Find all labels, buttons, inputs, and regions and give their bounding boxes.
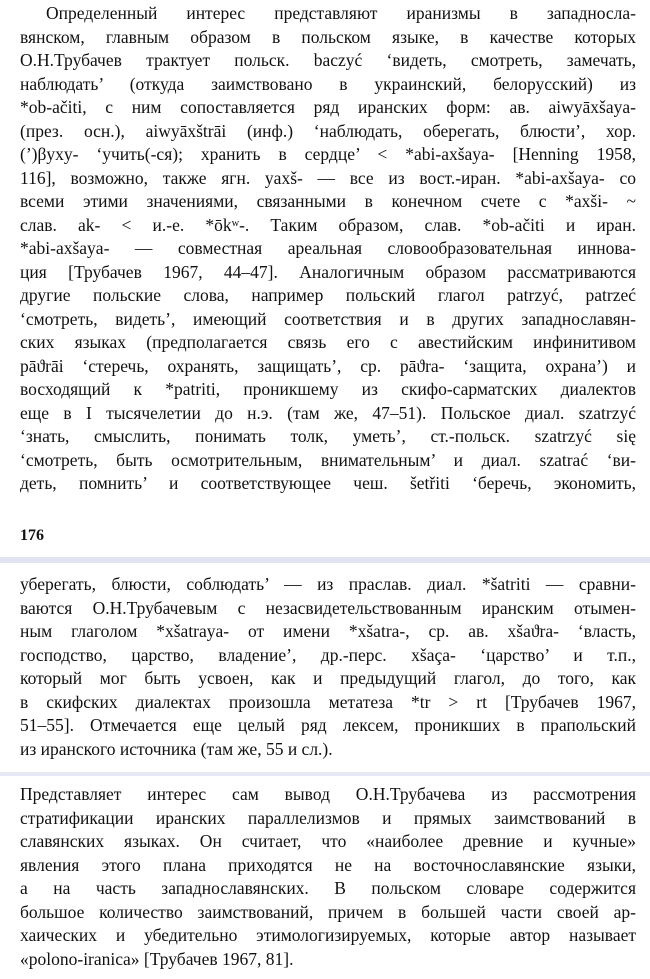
- text-line: 116], возможно, также ягн. yaxš- — все из вост.-иран. *abi-axšaya- со: [20, 167, 636, 188]
- text-line: славянских языках. Он считает, что «наиболее древние и кучные»: [20, 831, 636, 851]
- text-line: (’)βyxy- ‘учить(-ся); хранить в сердце’ < *abi-axšaya- [Henning 1958,: [20, 144, 636, 164]
- text-line: деть, помнить’ и соответствующее чеш. šetřiti ‘беречь, экономить,: [20, 473, 636, 493]
- text-line: 51–55]. Отмечается еще целый ряд лексем, проникших в прапольский: [20, 715, 636, 735]
- text-line: ция [Трубачев 1967, 44–47]. Аналогичным образом рассматриваются: [20, 261, 636, 282]
- text-line: другие польские слова, например польский глагол patrzyć, patrzeć: [20, 285, 636, 305]
- block-separator: [0, 772, 650, 776]
- text-line: ‘смотреть, видеть’, имеющий соответствия и в других западнославян-: [20, 308, 636, 329]
- text-line: ских языках (предполагается связь его с авестийским инфинитивом: [20, 332, 636, 352]
- page-number: 176: [20, 527, 44, 544]
- text-line: ваются О.Н.Трубачевым с незасвидетельствованным иранским отымен-: [20, 597, 636, 618]
- text-line: *ob-ačiti, с ним сопоставляется ряд иранских форм: ав. aiwyāxšaya-: [20, 97, 636, 117]
- text-line: уберегать, блюсти, соблюдать’ — из праслав. диал. *šatriti — сравни-: [20, 574, 636, 594]
- top-text-block: [0, 2, 650, 502]
- text-line: а на часть западнославянских. В польском словаре содержится: [20, 878, 636, 898]
- text-line: хаических и убедительно этимологизируемых, которые автор называет: [20, 925, 636, 945]
- text-line: в скифских диалектах произошла метатеза *tr > rt [Трубачев 1967,: [20, 691, 636, 712]
- text-line: восходящий к *patriti, проникшему из скифо-сарматских диалектов: [20, 379, 636, 399]
- text-line: О.Н.Трубачев трактует польск. baczyć ‘видеть, смотреть, замечать,: [20, 50, 636, 70]
- text-line: Определенный интерес представляют иранизмы в западносла-: [46, 3, 636, 23]
- text-line: господство, царство, владение’, др.-перс. xšaça- ‘царство’ и т.п.,: [20, 644, 636, 665]
- text-line: большое количество заимствований, причем в большей части своей ар-: [20, 901, 636, 922]
- text-line: ‘знать, смыслить, понимать толк, уметь’, ст.-польск. szatrzyć się: [20, 426, 636, 446]
- text-line: наблюдать’ (откуда заимствовано в украинский, белорусский) из: [20, 73, 636, 94]
- text-line: вянском, главным образом в польском языке, в качестве которых: [20, 26, 636, 47]
- text-line: (през. осн.), aiwyāxštrāi (инф.) ‘наблюдать, оберегать, блюсти’, хор.: [20, 120, 636, 141]
- text-line: ‘смотреть, быть осмотрительным, внимательным’ и диал. szatrać ‘ви-: [20, 449, 636, 470]
- text-line: «polono-iranica» [Трубачев 1967, 81].: [20, 948, 294, 969]
- text-line: еще в I тысячелетии до н.э. (там же, 47–51). Польское диал. szatrzyć: [20, 402, 636, 423]
- text-line: стратификации иранских параллелизмов и прямых заимствований в: [20, 807, 636, 828]
- text-line: Представляет интерес сам вывод О.Н.Трубачева из рассмотрения: [20, 784, 636, 804]
- bottom-text-block: [0, 783, 650, 979]
- text-line: всеми этими значениями, связанными в конечном счете с *axši- ~: [20, 191, 636, 211]
- text-line: *abi-axšaya- — совместная ареальная словообразовательная иннова-: [20, 238, 636, 258]
- text-line: явления этого плана приходятся не на восточнославянские языки,: [20, 854, 636, 875]
- text-line: который мог быть усвоен, как и предыдущий глагол, до того, как: [20, 668, 636, 688]
- text-line: из иранского источника (там же, 55 и сл.).: [20, 738, 333, 759]
- page-separator: [0, 557, 650, 563]
- text-line: pāϑrāi ‘стеречь, охранять, защищать’, ср. pāϑra- ‘защита, охрана’) и: [20, 355, 636, 376]
- text-line: слав. ak- < и.-е. *ōkʷ-. Таким образом, слав. *ob-ačiti и иран.: [20, 214, 636, 235]
- middle-text-block: [0, 573, 650, 763]
- text-line: ным глаголом *xšatraya- от имени *xšatra-, ср. ав. xšaϑra- ‘власть,: [20, 621, 636, 641]
